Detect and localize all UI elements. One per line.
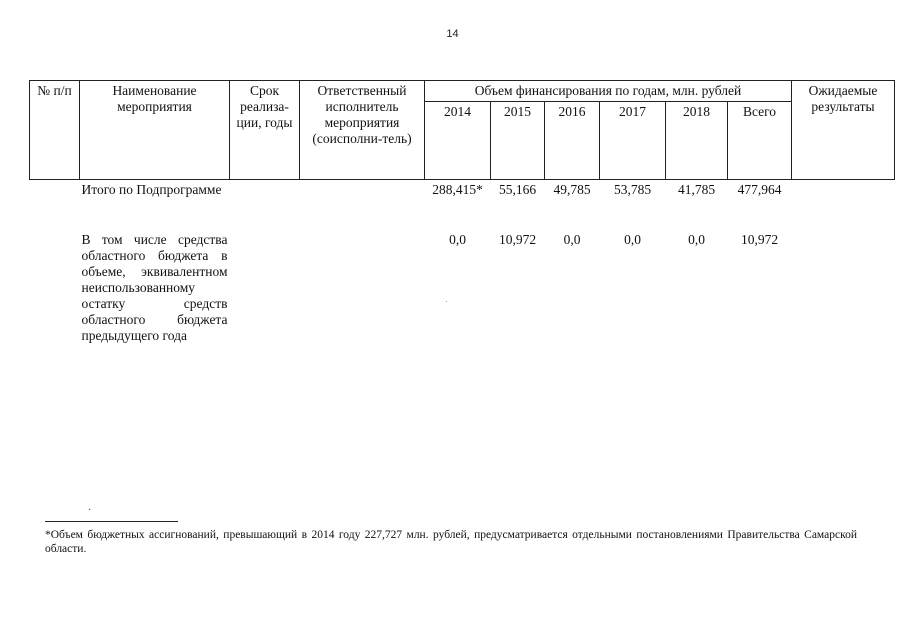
- footnote: *Объем бюджетных ассигнований, превышающий в 2014 году 227,727 млн. рублей, предусматривается отдельными постановлениями Правительства Самарской области.: [45, 529, 857, 555]
- row-label-regional-budget: В том числе средства областного бюджета в объеме, эквивалентном неиспользованному остатку средств областного бюджета предыдущего года: [81, 231, 228, 343]
- header-year-2016: 2016: [545, 102, 600, 180]
- scan-speck: [446, 301, 447, 302]
- value-cell: 0,0: [563, 231, 581, 247]
- value-cell: 10,972: [498, 231, 537, 247]
- header-num: № п/п: [30, 81, 80, 180]
- financing-table: [29, 80, 895, 344]
- header-year-2014: 2014: [425, 102, 491, 180]
- header-financing: Объем финансирования по годам, млн. рублей: [425, 81, 792, 102]
- value-cell: 0,0: [688, 231, 705, 247]
- value-cell: 53,785: [613, 182, 652, 197]
- value-cell: 477,964: [737, 182, 782, 197]
- table-row: [30, 180, 895, 230]
- page-number: 14: [446, 28, 459, 40]
- footnote-rule: [45, 521, 178, 522]
- value-cell: 288,415*: [432, 182, 483, 197]
- header-results: Ожидаемые результаты: [792, 81, 895, 180]
- header-name: Наименование мероприятия: [80, 81, 230, 180]
- header-term: Срок реализа-ции, годы: [230, 81, 300, 180]
- header-responsible: Ответственный исполнитель мероприятия (соисполни-тель): [300, 81, 425, 180]
- row-label-total: Итого по Подпрограмме: [81, 182, 222, 197]
- value-cell: 0,0: [449, 231, 466, 247]
- table-row: [30, 230, 895, 344]
- value-cell: 49,785: [553, 182, 591, 197]
- header-year-2017: 2017: [600, 102, 666, 180]
- value-cell: 10,972: [740, 231, 779, 247]
- value-cell: 0,0: [624, 231, 641, 247]
- header-year-2018: 2018: [666, 102, 728, 180]
- value-cell: 55,166: [498, 182, 537, 197]
- scan-speck: ·: [88, 505, 92, 516]
- value-cell: 41,785: [677, 182, 716, 197]
- header-total: Всего: [728, 102, 792, 180]
- header-year-2015: 2015: [491, 102, 545, 180]
